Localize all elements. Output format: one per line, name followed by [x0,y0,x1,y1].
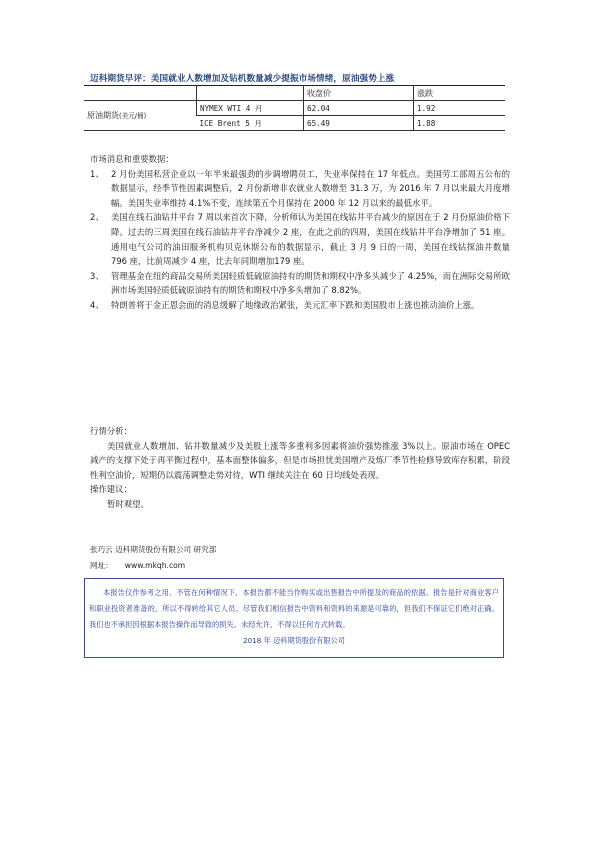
price-change: 1.92 [414,101,506,116]
analysis-section [90,424,510,512]
row-label: 原油期货 [87,111,119,120]
item-text: 美国在线石油钻井平台 7 周以来首次下降，分析师认为美国在线钻井平台减少的原因在于 2 月份原油价格下降。过去的三周美国在线石油钻井平台净减少 2 座，在此之前的四周，美国在线钻井平台净增加了 51 座。通用电气公司的油田服务机构贝克休斯公布的数据显示，截止 3 月 9 日的一周，美国在线钻探油井数量 796 座，比前周减少 4 座，比去年同期增加179 座。 [111,212,510,267]
author-line: 张巧云 迈科期货股份有限公司 研究部 [90,545,217,554]
table-row [84,101,505,116]
report-title: 迈科期货早评：美国就业人数增加及钻机数量减少提振市场情绪，原油强势上涨 [90,74,395,84]
market-news-heading: 市场消息和重要数据： [90,154,174,164]
list-item [90,167,510,211]
header-empty-cell [84,86,197,101]
row-label-cell [84,101,197,131]
item-text: 管理基金在纽约商品交易所美国轻质低硫原油持有的期货和期权中净多头减少了 4.25%，而在洲际交易所欧洲市场美国轻质低硫原油持有的期货和期权中净多头增加了 8.82%。 [111,270,510,296]
header-close: 收盘价 [304,86,414,101]
analysis-heading: 行情分析： [90,426,132,436]
close-price: 65.49 [304,116,414,131]
item-number: 2、 [90,212,104,223]
website-link[interactable]: www.mkqh.com [124,561,186,570]
item-text: 2 月份美国私营企业以一年半来最强劲的步调增聘员工，失业率保持在 17 年低点。美国劳工部周五公布的数据显示，经季节性因素调整后，2 月份新增非农就业人数增至 31.3 万，为 2016 年 7 月以来最大月度增幅。美国失业率维持 4.1%不变，连续第五个月保持在 2000 年 12 月以来的最低水平。 [111,168,510,208]
advice-heading: 操作建议： [90,484,132,495]
disclaimer-footer: 2018 年 迈科期货股份有限公司 [243,636,345,645]
analysis-text: 美国就业人数增加、钻井数量减少及美股上涨等多重利多因素将油价强势推涨 3%以上。原油市场在 OPEC 减产的支撑下处于再平衡过程中，基本面整体偏多，但是市场担忧美国增产及炼厂季节性检修导致库存积累，阶段性利空油价，短期仍以震荡调整走势对待，WTI 继续关注在 60 日均线处表现。 [90,440,510,480]
close-price: 62.04 [304,101,414,116]
disclaimer-text: 本报告仅作参考之用。不管在何种情况下，本报告都不能当作购买或出售报告中所提及的商品的依据。报告是针对商业客户和职业投资者准备的，所以不得转给其它人员。尽管我们相信报告中资料和资料的来源是可靠的，但我们不保证它们绝对正确。我们也不承担因根据本报告操作而导致的损失。未经允许，不得以任何方式转载。 [89,588,499,629]
list-item [90,210,510,268]
item-number: 4、 [90,299,104,310]
price-change: 1.88 [414,116,506,131]
list-item [90,269,510,298]
contract-name: NYMEX WTI 4 月 [197,101,304,116]
price-table [84,85,505,131]
disclaimer-box [84,578,504,658]
row-unit: (美元/桶) [119,112,147,120]
list-item [90,298,510,313]
item-text: 特朗普将于金正恩会面的消息缓解了地缘政治紧张，美元汇率下跌和美国股市上涨也推动油价上涨。 [111,299,480,310]
price-table-header-row [84,86,505,101]
website-label: 网址： [90,561,113,570]
header-change: 涨跌 [414,86,506,101]
contract-name: ICE Brent 5 月 [197,116,304,131]
item-number: 3、 [90,270,104,281]
market-news-section [90,152,510,313]
item-number: 1、 [90,168,104,179]
website-line [90,560,185,571]
advice-text: 暂时观望。 [107,498,149,509]
header-empty-cell [197,86,304,101]
